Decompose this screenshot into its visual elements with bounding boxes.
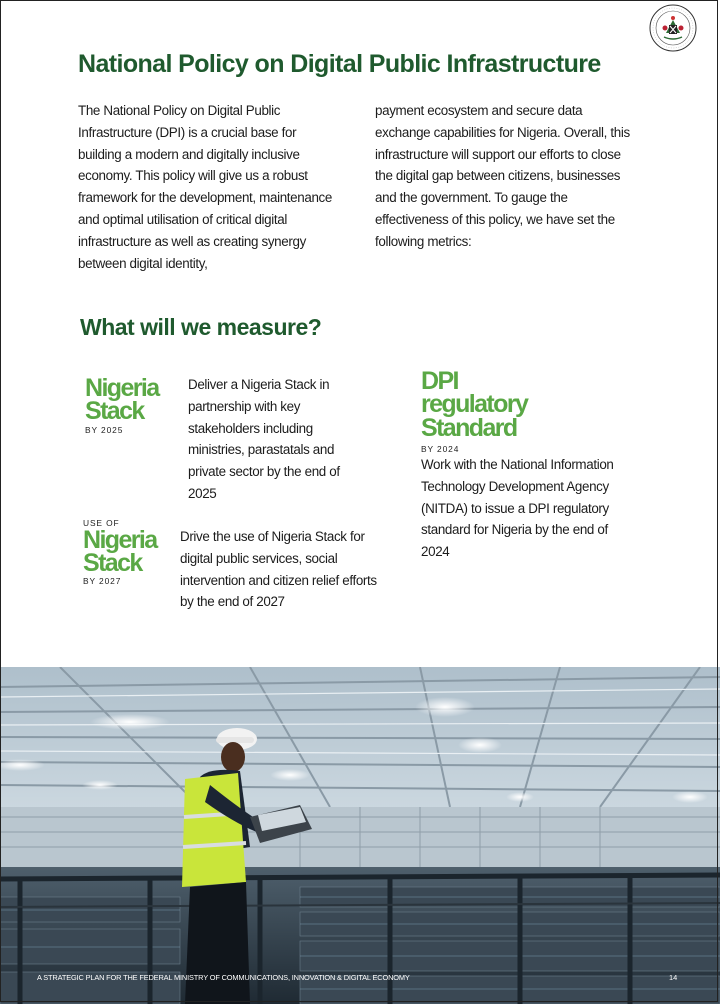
data-center-engineer-photo [0, 667, 720, 1004]
coat-of-arms-seal-icon [648, 3, 698, 53]
metric-prefix: USE OF [83, 518, 120, 528]
intro-paragraph-right: payment ecosystem and secure data exchange capabilities for Nigeria. Overall, this infrastructure will support our efforts to close the digital gap between citizens, businesses and the government. To gauge the effectiveness of this policy, we have set the following metrics: [375, 103, 630, 249]
page-title: National Policy on Digital Public Infrastructure [78, 50, 601, 78]
metric-title-line: DPI [421, 367, 458, 395]
page-number: 14 [669, 973, 678, 982]
metric-title-line: Nigeria [85, 374, 159, 402]
metric-title-line: regulatory [421, 390, 528, 419]
metric-deadline: BY 2024 [421, 444, 460, 454]
metric-nigeria-stack-title [85, 374, 159, 426]
metric-use-of-nigeria-stack-title [83, 526, 157, 578]
intro-paragraph-left: The National Policy on Digital Public Infrastructure (DPI) is a crucial base for building a modern and digitally inclusive economy. This policy will give us a robust framework for the development, maintenance and optimal utilisation of critical digital infrastructure as well as creating synergy between digital identity, [78, 103, 332, 271]
metric-deadline: BY 2027 [83, 576, 122, 586]
metric-description: Deliver a Nigeria Stack in partnership with key stakeholders including ministries, parastatals and private sector by the end of 2025 [188, 377, 340, 501]
metric-dpi-standard-title [421, 367, 528, 442]
metric-title-line: Nigeria [83, 526, 157, 554]
footer-text: A STRATEGIC PLAN FOR THE FEDERAL MINISTRY OF COMMUNICATIONS, INNOVATION & DIGITAL ECONOMY [37, 973, 410, 982]
metric-title-line: Standard [421, 413, 517, 442]
metric-deadline: BY 2025 [85, 425, 124, 435]
metric-title-line: Stack [83, 549, 142, 578]
metric-description: Drive the use of Nigeria Stack for digital public services, social intervention and citizen relief efforts by the end of 2027 [180, 529, 377, 610]
metric-description: Work with the National Information Technology Development Agency (NITDA) to issue a DPI regulatory standard for Nigeria by the end of 2024 [421, 457, 614, 560]
section-title: What will we measure? [80, 314, 322, 340]
metric-title-line: Stack [85, 397, 144, 426]
